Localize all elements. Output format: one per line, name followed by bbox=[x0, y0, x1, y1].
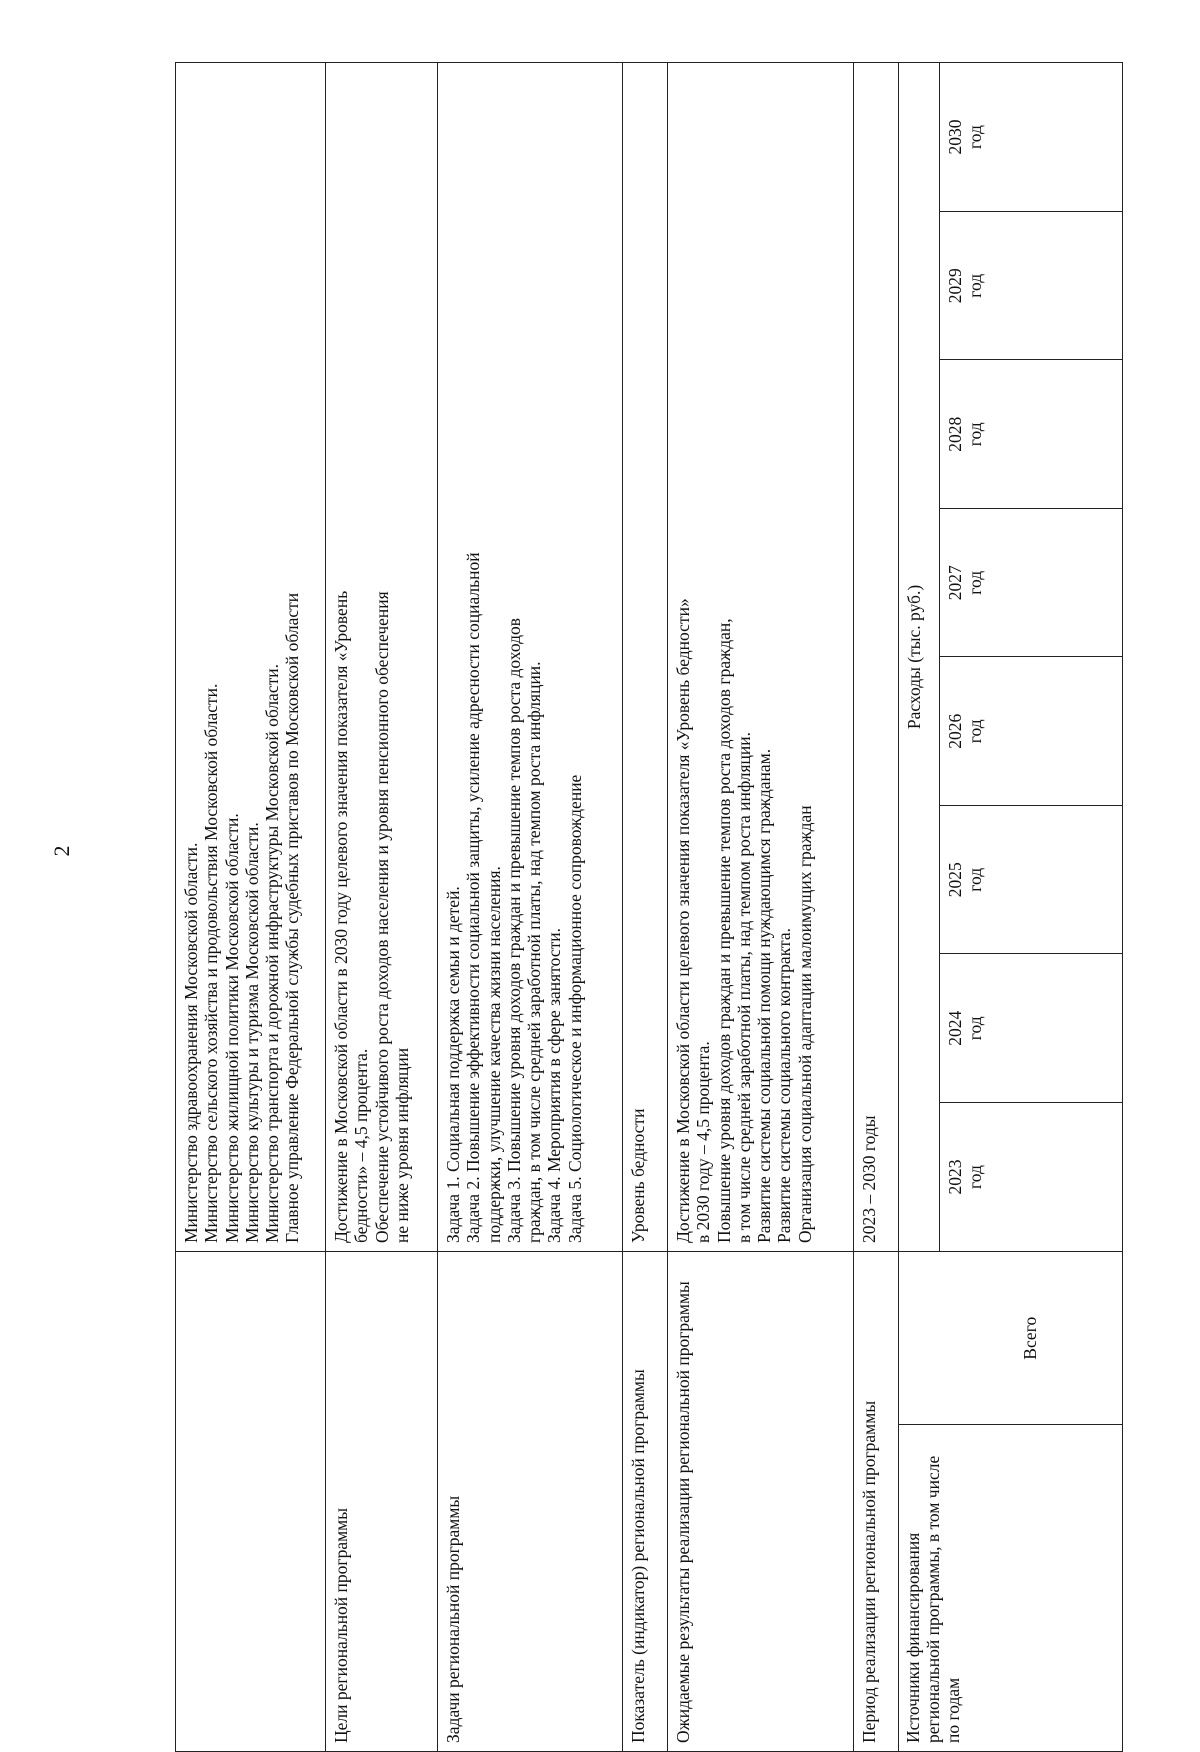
page-number: 2 bbox=[49, 845, 74, 857]
funding-row bbox=[899, 63, 1123, 1752]
year-2024-header: 2024 год bbox=[940, 954, 1123, 1103]
year-2029-header: 2029 год bbox=[940, 212, 1123, 361]
year-2025-header: 2025 год bbox=[940, 806, 1123, 955]
executor-item: Министерство транспорта и дорожной инфраструктуры Московской области. bbox=[262, 664, 283, 1243]
goals-line: не ниже уровня инфляции bbox=[391, 1047, 412, 1243]
result-line: Организация социальной адаптации малоимущих граждан bbox=[794, 805, 815, 1243]
executors-label-cell bbox=[176, 1252, 326, 1752]
tasks-row bbox=[438, 63, 623, 1752]
result-line: в 2030 году – 4,5 процента. bbox=[693, 1041, 714, 1243]
goals-label: Цели региональной программы bbox=[326, 1252, 438, 1752]
result-line: Достижение в Московской области целевого значения показателя «Уровень бедности» bbox=[673, 598, 693, 1243]
task-line: Задача 2. Повышение эффективности социальной защиты, усиление адресности социальной bbox=[463, 552, 484, 1243]
goals-line: Обеспечение устойчивого роста доходов населения и уровня пенсионного обеспечения bbox=[371, 591, 392, 1243]
indicator-row bbox=[623, 63, 668, 1752]
executor-item: Министерство культуры и туризма Московской области. bbox=[241, 822, 262, 1243]
funding-label-cell bbox=[899, 1252, 1123, 1752]
result-line: Повышение уровня доходов граждан и превышение темпов роста доходов граждан, bbox=[713, 618, 734, 1243]
funding-total-header: Всего bbox=[899, 1252, 1122, 1425]
goals-line: бедности» – 4,5 процента. bbox=[351, 1048, 372, 1243]
program-passport-table bbox=[175, 62, 1123, 1752]
funding-expenses-header: Расходы (тыс. руб.) bbox=[899, 63, 940, 1251]
funding-grid bbox=[899, 63, 1123, 1252]
year-2027-header: 2027 год bbox=[940, 509, 1123, 658]
tasks-label: Задачи региональной программы bbox=[438, 1252, 623, 1752]
period-label: Период реализации региональной программы bbox=[854, 1252, 899, 1752]
executors-list bbox=[176, 63, 326, 1252]
executor-item: Министерство сельского хозяйства и продовольствия Московской области. bbox=[201, 683, 222, 1243]
result-line: в том числе средней заработной платы, над темпом роста инфляции. bbox=[733, 732, 754, 1243]
task-line: Задача 3. Повышение уровня доходов граждан и превышение темпов роста доходов bbox=[503, 618, 524, 1243]
year-2026-header: 2026 год bbox=[940, 657, 1123, 806]
executors-row bbox=[176, 63, 326, 1752]
results-text bbox=[668, 63, 854, 1252]
task-line: поддержки, улучшение качества жизни населения. bbox=[483, 866, 504, 1243]
funding-label: Источники финансирования региональной программы, в том числе по годам bbox=[899, 1425, 1122, 1751]
results-row bbox=[668, 63, 854, 1752]
results-label: Ожидаемые результаты реализации региональной программы bbox=[668, 1252, 854, 1752]
year-2030-header: 2030 год bbox=[940, 63, 1123, 212]
result-line: Развитие системы социального контракта. bbox=[774, 928, 795, 1243]
result-line: Развитие системы социальной помощи нуждающимся гражданам. bbox=[754, 748, 775, 1243]
executor-item: Министерство жилищной политики Московской области. bbox=[221, 813, 242, 1243]
task-line: граждан, в том числе средней заработной платы, над темпом роста инфляции. bbox=[524, 661, 545, 1243]
goals-line: Достижение в Московской области в 2030 году целевого значения показателя «Уровень bbox=[331, 590, 351, 1243]
executor-item: Главное управление Федеральной службы судебных приставов по Московской области bbox=[282, 592, 303, 1243]
task-line: Задача 1. Социальная поддержка семьи и детей. bbox=[443, 886, 463, 1243]
indicator-label: Показатель (индикатор) региональной программы bbox=[623, 1252, 668, 1752]
goals-row bbox=[326, 63, 438, 1752]
tasks-text bbox=[438, 63, 623, 1252]
indicator-value: Уровень бедности bbox=[623, 63, 668, 1252]
year-2023-header: 2023 год bbox=[940, 1103, 1123, 1252]
task-line: Задача 5. Социологическое и информационное сопровождение bbox=[564, 774, 585, 1243]
goals-text bbox=[326, 63, 438, 1252]
period-row bbox=[854, 63, 899, 1752]
year-2028-header: 2028 год bbox=[940, 360, 1123, 509]
executor-item: Министерство здравоохранения Московской области. bbox=[181, 842, 201, 1243]
period-value: 2023 – 2030 годы bbox=[854, 63, 899, 1252]
task-line: Задача 4. Мероприятия в сфере занятости. bbox=[544, 928, 565, 1243]
